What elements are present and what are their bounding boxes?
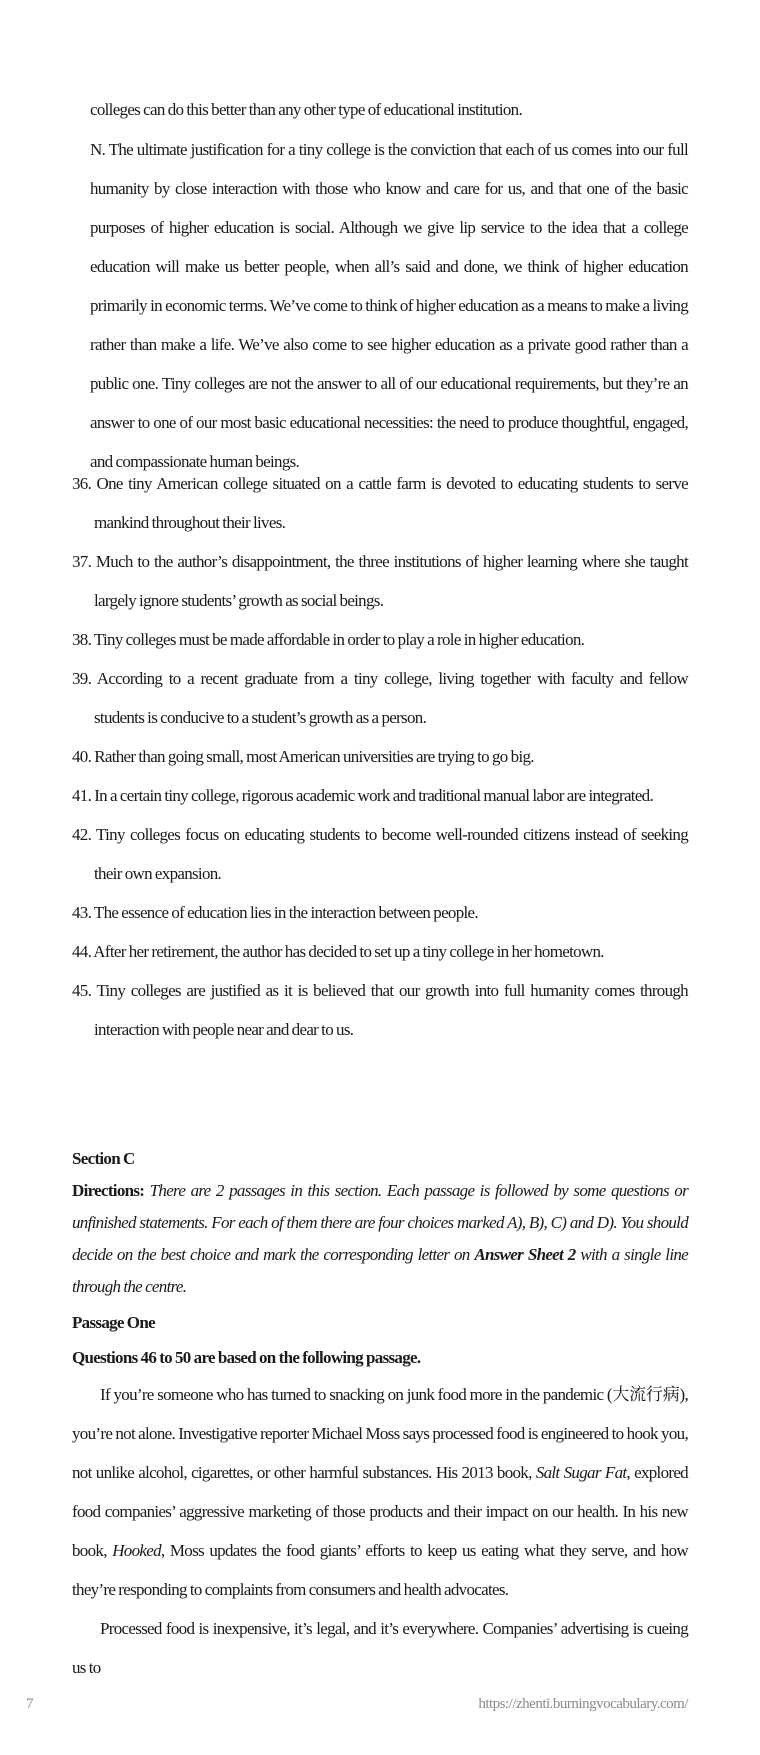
passage-title: Passage One bbox=[72, 1313, 155, 1332]
statement-39 bbox=[72, 659, 688, 737]
statement-44 bbox=[72, 932, 688, 971]
paragraph-n-label: N. bbox=[90, 140, 106, 159]
section-title: Section C bbox=[72, 1149, 135, 1168]
statement-text: Tiny colleges focus on educating students to become well-rounded citizens instead of seeking their own expansion. bbox=[94, 825, 688, 883]
statement-text: One tiny American college situated on a cattle farm is devoted to educating students to serve mankind throughout their lives. bbox=[94, 474, 688, 532]
statement-text: The essence of education lies in the interaction between people. bbox=[93, 903, 478, 922]
statement-number: 45. bbox=[72, 981, 92, 1000]
statement-text: Rather than going small, most American universities are trying to go big. bbox=[94, 747, 534, 766]
statement-number: 40. bbox=[72, 747, 92, 766]
statement-text: Tiny colleges are justified as it is believed that our growth into full humanity comes through interaction with people near and dear to us. bbox=[94, 981, 688, 1039]
directions-text-2: with a single line through the centre. bbox=[72, 1245, 688, 1296]
statement-number: 36. bbox=[72, 474, 92, 493]
statement-number: 37. bbox=[72, 552, 92, 571]
paragraph-1-part-b: , explored food companies’ aggressive marketing of those products and their impact on our health. In his new book, bbox=[72, 1463, 688, 1560]
statement-38 bbox=[72, 620, 688, 659]
statement-36 bbox=[72, 464, 688, 542]
directions bbox=[72, 1175, 688, 1303]
statement-text: In a certain tiny college, rigorous academic work and traditional manual labor are integrated. bbox=[94, 786, 654, 805]
statement-number: 39. bbox=[72, 669, 92, 688]
statement-number: 38. bbox=[72, 630, 92, 649]
statement-37 bbox=[72, 542, 688, 620]
directions-text-1: There are 2 passages in this section. Each passage is followed by some questions or unfinished statements. For each of them there are four choices marked A), B), C) and D). You should decide on the best choice and mark the corresponding letter on bbox=[72, 1181, 688, 1264]
intro-continuation: colleges can do this better than any other type of educational institution. bbox=[90, 100, 523, 119]
page-number: 7 bbox=[26, 1696, 34, 1712]
statement-number: 41. bbox=[72, 786, 92, 805]
statement-42 bbox=[72, 815, 688, 893]
paragraph-1-part-a: If you’re someone who has turned to snacking on junk food more in the pandemic (大流行病), you’re not alone. Investigative reporter Michael Moss says processed food is engineered to hook you, not unlike alcohol, cigarettes, or other harmful substances. His 2013 book, bbox=[72, 1385, 688, 1482]
questions-range-line: Questions 46 to 50 are based on the following passage. bbox=[72, 1348, 421, 1367]
statement-40 bbox=[72, 737, 688, 776]
passage-paragraph-1 bbox=[72, 1375, 688, 1609]
section-c bbox=[72, 1142, 688, 1687]
statement-list bbox=[72, 464, 688, 1049]
paragraph-n-text: The ultimate justification for a tiny college is the conviction that each of us comes into our full humanity by close interaction with those who know and care for us, and that one of the basic purposes of higher education is social. Although we give lip service to the idea that a college education will make us better people, when all’s said and done, we think of higher education primarily in economic terms. We’ve come to think of higher education as a means to make a living rather than make a life. We’ve also come to see higher education as a private good rather than a public one. Tiny colleges are not the answer to all of our educational requirements, but they’re an answer to one of our most basic educational necessities: the need to produce thoughtful, engaged, and compassionate human beings. bbox=[90, 140, 688, 471]
passage-paragraph-2: Processed food is inexpensive, it’s legal, and it’s everywhere. Companies’ advertising is cueing us to bbox=[72, 1619, 688, 1677]
book-title-salt-sugar-fat: Salt Sugar Fat bbox=[535, 1463, 627, 1482]
statement-text: Much to the author’s disappointment, the three institutions of higher learning where she taught largely ignore students’ growth as social beings. bbox=[94, 552, 688, 610]
statement-41 bbox=[72, 776, 688, 815]
book-title-hooked: Hooked bbox=[112, 1541, 161, 1560]
footer-url[interactable]: https://zhenti.burningvocabulary.com/ bbox=[478, 1696, 688, 1712]
statement-number: 44. bbox=[72, 942, 92, 961]
statement-text: Tiny colleges must be made affordable in order to play a role in higher education. bbox=[93, 630, 585, 649]
statement-text: After her retirement, the author has decided to set up a tiny college in her hometown. bbox=[93, 942, 604, 961]
answer-sheet-emphasis: Answer Sheet 2 bbox=[474, 1245, 576, 1264]
statement-number: 42. bbox=[72, 825, 92, 844]
paragraph-1-part-c: , Moss updates the food giants’ efforts to keep us eating what they serve, and how they’re responding to complaints from consumers and health advocates. bbox=[72, 1541, 688, 1599]
directions-label: Directions: bbox=[72, 1181, 145, 1200]
statement-43 bbox=[72, 893, 688, 932]
statement-text: According to a recent graduate from a tiny college, living together with faculty and fellow students is conducive to a student’s growth as a person. bbox=[94, 669, 688, 727]
statement-number: 43. bbox=[72, 903, 92, 922]
statement-45 bbox=[72, 971, 688, 1049]
paragraph-n bbox=[72, 130, 688, 481]
